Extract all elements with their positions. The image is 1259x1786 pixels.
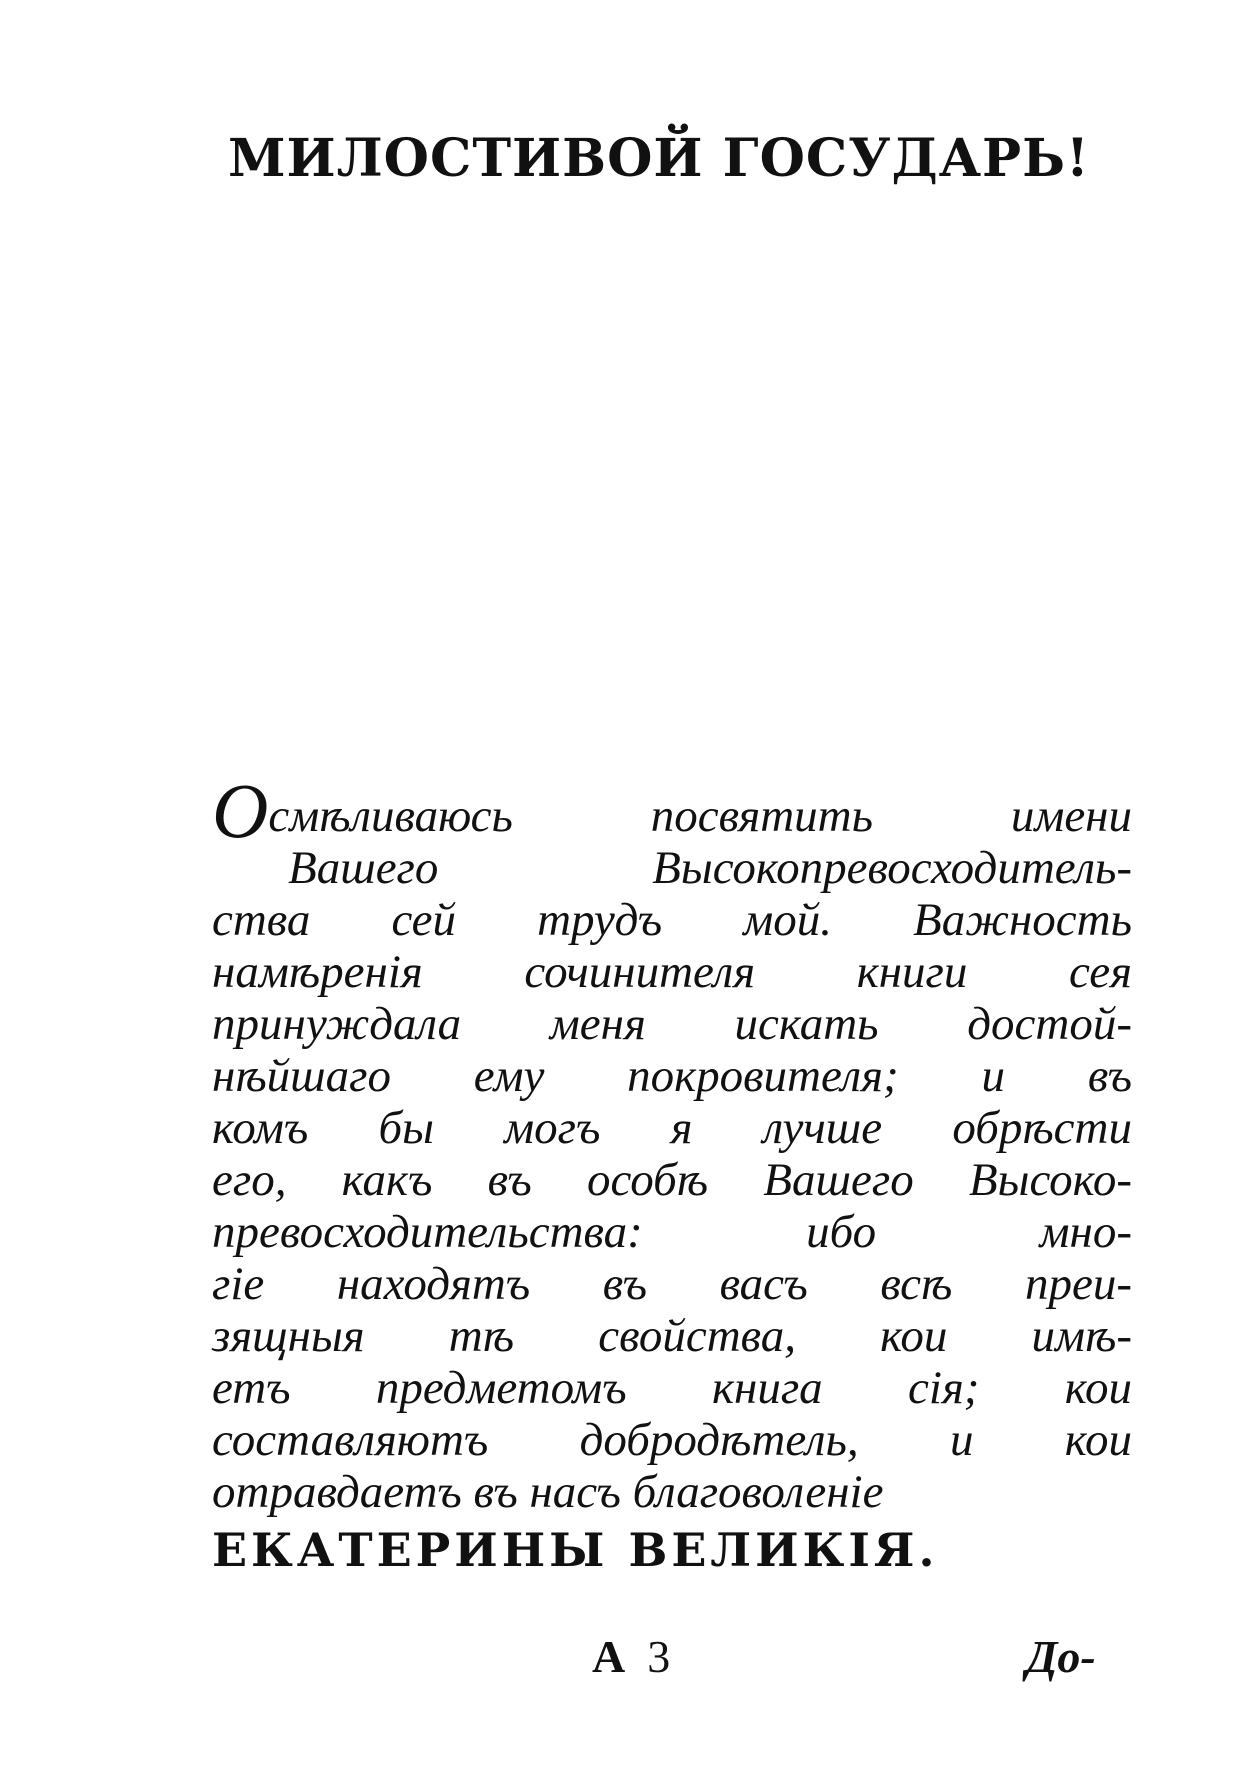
text-line: гіе находятъ въ васъ всѣ преи- [212, 1258, 1132, 1310]
text-line: отравдаетъ въ насъ благоволеніе [212, 1466, 884, 1518]
text-line: ства сей трудъ мой. Важность [212, 894, 1132, 946]
dedication-text [212, 767, 1132, 1577]
text-line: етъ предметомъ книга сія; кои [212, 1362, 1132, 1414]
signature-mark [592, 1630, 670, 1683]
signature-number: 3 [647, 1631, 671, 1682]
text-line: превосходительства: ибо мно- [212, 1206, 1132, 1258]
empress-name-line: ЕКАТЕРИНЫ ВЕЛИКІЯ. [212, 1523, 939, 1577]
text-line: Осмѣливаюсь посвятить имени [212, 767, 1132, 854]
text-line: зящныя тѣ свойства, кои имѣ- [212, 1310, 1132, 1362]
drop-cap: О [212, 767, 269, 854]
text-line: комъ бы могъ я лучше обрѣсти [212, 1102, 1132, 1154]
page-heading: МИЛОСТИВОЙ ГОСУДАРЬ! [228, 128, 1090, 189]
signature-letter: А [592, 1631, 626, 1682]
catchword: До- [1026, 1631, 1096, 1682]
text-line: принуждала меня искать достой- [212, 998, 1132, 1050]
text-line: Вашего Высокопревосходитель- [288, 842, 1132, 894]
text-line: его, какъ въ особѣ Вашего Высоко- [212, 1154, 1132, 1206]
text-line: составляютъ добродѣтель, и кои [212, 1414, 1132, 1466]
text-line: намѣренія сочинителя книги сея [212, 946, 1132, 998]
text-line: нѣйшаго ему покровителя; и въ [212, 1050, 1132, 1102]
